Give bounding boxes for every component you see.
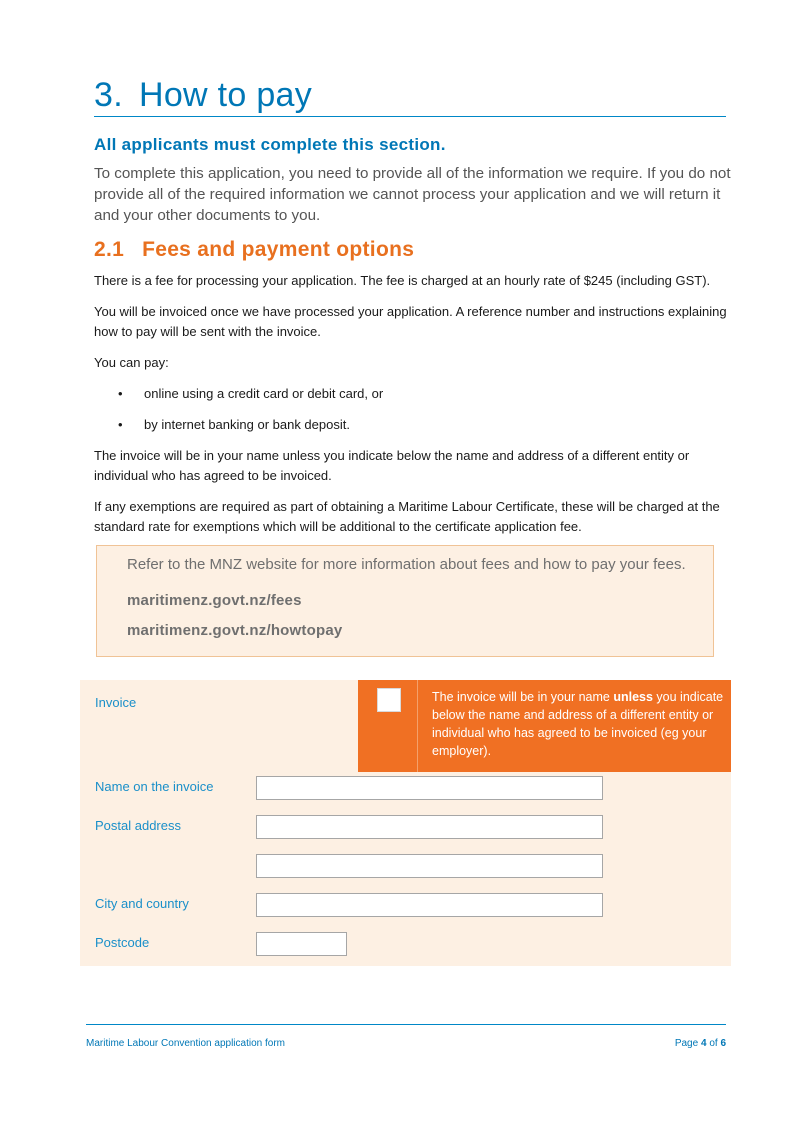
section-number: 3.	[94, 76, 123, 114]
section-title	[94, 76, 312, 115]
section-subheading: All applicants must complete this section.	[94, 135, 446, 154]
name-on-invoice-label: Name on the invoice	[95, 779, 214, 794]
invoice-note-emphasis: unless	[613, 690, 653, 704]
page-number	[616, 1038, 726, 1049]
footer-form-title: Maritime Labour Convention application form	[86, 1038, 285, 1049]
page-word: Page	[674, 1038, 699, 1049]
you-can-pay-paragraph: You can pay:	[94, 355, 169, 370]
footer-divider	[86, 1024, 726, 1025]
section-title-text: How to pay	[138, 76, 313, 114]
postal-address-field-line-1[interactable]	[256, 815, 603, 839]
invoiced-paragraph: You will be invoiced once we have processed your application. A reference number and instructions explaining how to pay will be sent with the invoice.	[94, 304, 727, 339]
invoice-checkbox[interactable]	[377, 688, 401, 712]
bullet-marker: •	[118, 386, 123, 401]
subsection-title	[94, 238, 414, 262]
intro-paragraph: To complete this application, you need to provide all of the information we require. If you do not provide all of the required information we cannot process your application and we will return it and your other documents to you.	[94, 165, 731, 224]
postcode-label: Postcode	[95, 935, 150, 950]
name-on-invoice-field[interactable]	[256, 776, 603, 800]
invoice-name-paragraph: The invoice will be in your name unless you indicate below the name and address of a different entity or individual who has agreed to be invoiced.	[94, 448, 690, 483]
how-to-pay-link[interactable]: maritimenz.govt.nz/howtopay	[127, 622, 343, 639]
title-divider	[94, 116, 726, 117]
subsection-title-text: Fees and payment options	[142, 238, 415, 261]
bullet-item: online using a credit card or debit card, or	[144, 386, 384, 401]
postal-address-label: Postal address	[95, 818, 181, 833]
bullet-marker: •	[118, 417, 123, 432]
info-box-text: Refer to the MNZ website for more information about fees and how to pay your fees.	[127, 556, 686, 573]
city-country-label: City and country	[95, 896, 189, 911]
exemptions-paragraph: If any exemptions are required as part of obtaining a Maritime Labour Certificate, these will be charged at the standard rate for exemptions which will be additional to the certificate application fee.	[94, 499, 720, 534]
city-country-field[interactable]	[256, 893, 603, 917]
fees-link[interactable]: maritimenz.govt.nz/fees	[127, 592, 302, 609]
invoice-label: Invoice	[95, 695, 137, 710]
page-total: 6	[720, 1038, 726, 1049]
subsection-number: 2.1	[94, 238, 125, 261]
fee-paragraph: There is a fee for processing your application. The fee is charged at an hourly rate of $245 (including GST).	[94, 273, 711, 288]
bullet-item: by internet banking or bank deposit.	[144, 417, 350, 432]
invoice-note-after: you indicate below the name and address of a different entity or individual who has agreed to be invoiced (eg your employer).	[432, 690, 724, 758]
note-panel-divider	[417, 680, 418, 772]
page-of: of	[709, 1038, 718, 1049]
page-current: 4	[700, 1038, 707, 1049]
postcode-field[interactable]	[256, 932, 347, 956]
invoice-note-text	[432, 688, 724, 760]
invoice-note-before: The invoice will be in your name	[432, 690, 614, 704]
postal-address-field-line-2[interactable]	[256, 854, 603, 878]
